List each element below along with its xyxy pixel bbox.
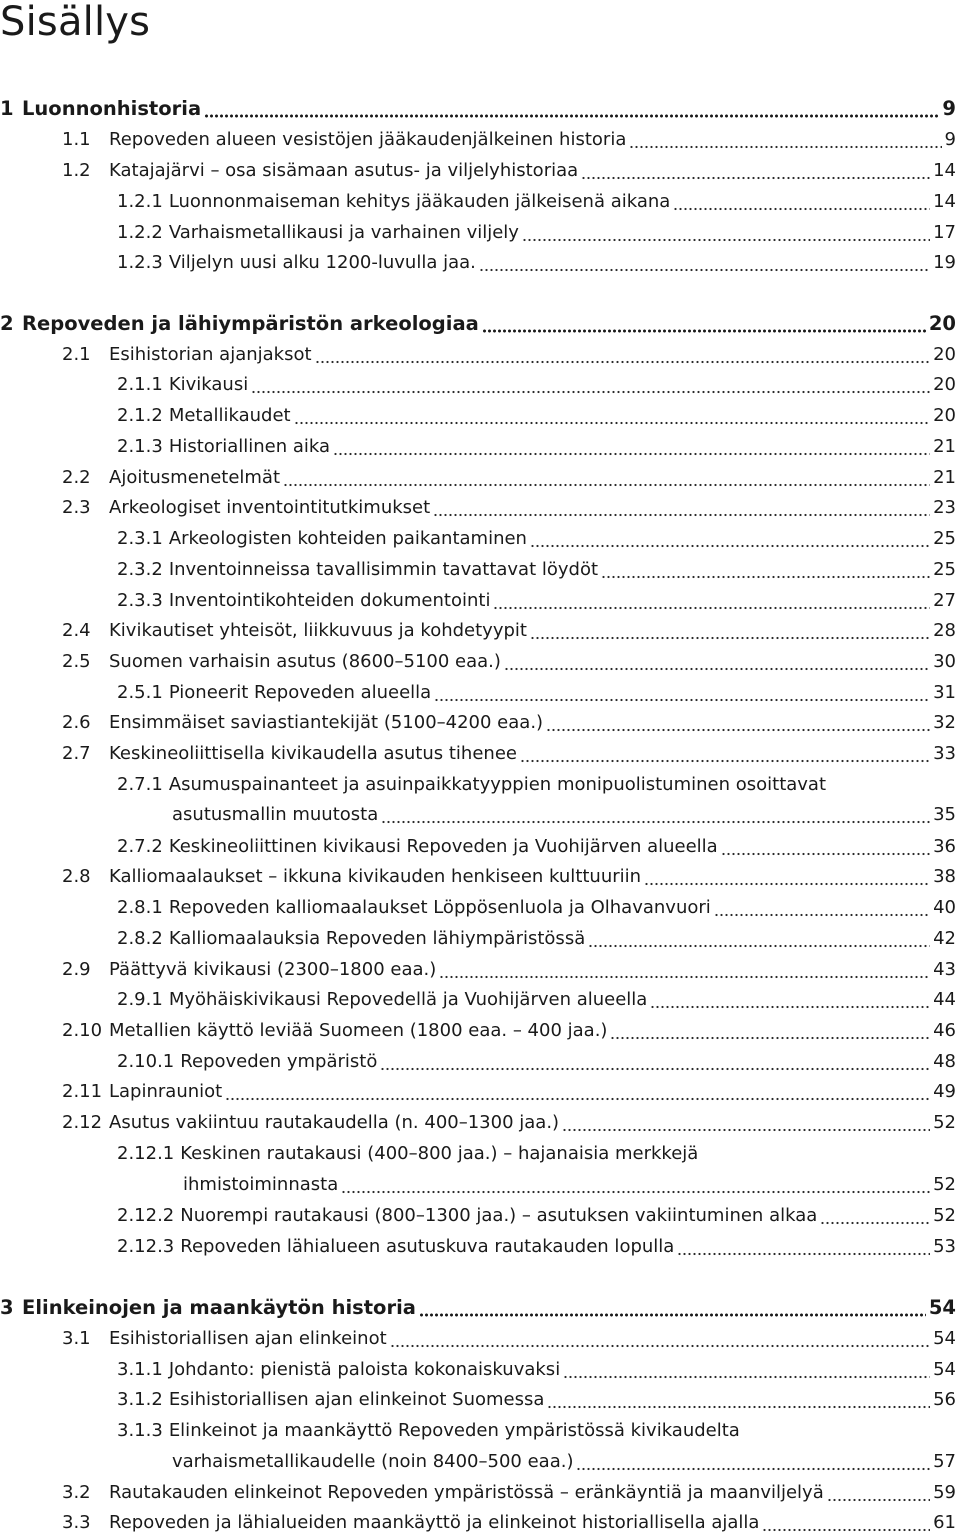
toc-page-number: 43 (933, 959, 956, 980)
toc-entry-title (0, 94, 201, 124)
toc-entry-title (62, 125, 626, 155)
toc-chapter[interactable] (0, 94, 956, 124)
toc-entry-number: 2.12 (62, 1112, 103, 1133)
toc-entry-text: Kalliomaalaukset – ikkuna kivikauden henkiseen kulttuuriin (109, 866, 642, 887)
toc-page-number: 38 (933, 866, 956, 887)
toc-page-number: 25 (933, 559, 956, 580)
toc-entry-text: Inventoinneissa tavallisimmin tavattavat löydöt (168, 559, 599, 580)
toc-entry[interactable] (117, 187, 956, 217)
toc-entry-number: 3.1.1 (117, 1359, 163, 1380)
dot-leader (576, 1447, 930, 1477)
toc-entry-text: Lapinrauniot (109, 1081, 223, 1102)
toc-entry-title (62, 616, 527, 646)
toc-entry-number: 3.1 (62, 1328, 91, 1349)
toc-page-number: 17 (933, 222, 956, 243)
toc-entry-number: 2.6 (62, 712, 91, 733)
toc-entry-title (117, 770, 826, 800)
toc-entry[interactable] (62, 616, 956, 646)
dot-leader (520, 739, 930, 769)
toc-entry-title (0, 1293, 416, 1323)
toc-page-number: 42 (933, 928, 956, 949)
toc-page-number: 48 (933, 1051, 956, 1072)
toc-entry-number: 2.9 (62, 959, 91, 980)
toc-entry-number: 2.11 (62, 1081, 103, 1102)
toc-entry-number: 3.2 (62, 1482, 91, 1503)
toc-entry-number: 2.8.2 (117, 928, 163, 949)
toc-entry-text: Ensimmäiset saviastiantekijät (5100–4200 eaa.) (109, 712, 544, 733)
toc-entry-number: 2.1.2 (117, 405, 163, 426)
dot-leader (493, 586, 930, 616)
toc-page-number: 33 (933, 743, 956, 764)
toc-page-number: 61 (933, 1512, 956, 1533)
toc-entry[interactable] (117, 248, 956, 278)
toc-entry-number: 2.5 (62, 651, 91, 672)
toc-entry[interactable] (117, 370, 956, 400)
toc-entry-text: Arkeologisten kohteiden paikantaminen (168, 528, 527, 549)
toc-entry-number: 1.2.2 (117, 222, 163, 243)
toc-entry[interactable] (117, 985, 956, 1015)
dot-leader (294, 401, 930, 431)
toc-entry-title (117, 187, 670, 217)
dot-leader (530, 616, 930, 646)
toc-entry-number: 3.3 (62, 1512, 91, 1533)
dot-leader (530, 524, 930, 554)
dot-leader (714, 893, 930, 923)
toc-entry-text: Nuorempi rautakausi (800–1300 jaa.) – asutuksen vakiintuminen alkaa (180, 1205, 818, 1226)
toc-entry-title (62, 463, 280, 493)
toc-entry-title (62, 156, 578, 186)
toc-entry-number: 2.4 (62, 620, 91, 641)
toc-entry-number: 2.12.3 (117, 1236, 175, 1257)
toc-entry[interactable] (62, 1016, 956, 1046)
toc-entry[interactable] (62, 862, 956, 892)
dot-leader (677, 1232, 930, 1262)
toc-entry[interactable] (117, 832, 956, 862)
toc-entry-number: 2.7.2 (117, 836, 163, 857)
toc-entry-title (62, 708, 543, 738)
toc-entry[interactable] (117, 1385, 956, 1415)
toc-entry-number: 2.8.1 (117, 897, 163, 918)
toc-entry-continuation[interactable] (183, 1170, 956, 1200)
toc-chapter[interactable] (0, 309, 956, 339)
toc-entry-text: Repoveden ja lähiympäristön arkeologiaa (22, 312, 479, 335)
toc-entry[interactable] (62, 647, 956, 677)
dot-leader (820, 1201, 930, 1231)
toc-entry-text: Repoveden ja lähialueiden maankäyttö ja elinkeinot historiallisella ajalla (109, 1512, 760, 1533)
toc-page-number: 20 (928, 312, 956, 335)
toc-page-number: 21 (933, 436, 956, 457)
dot-leader (390, 1324, 930, 1354)
toc-page-number: 25 (933, 528, 956, 549)
toc-entry[interactable] (62, 156, 956, 186)
toc-entry-text: Rautakauden elinkeinot Repoveden ympäristössä – eränkäyntiä ja maanviljelyä (109, 1482, 824, 1503)
toc-entry-text: Päättyvä kivikausi (2300–1800 eaa.) (109, 959, 437, 980)
toc-entry-number: 1.2.3 (117, 252, 163, 273)
dot-leader (341, 1170, 930, 1200)
toc-page-number: 35 (933, 804, 956, 825)
toc-entry-text: Arkeologiset inventointitutkimukset (109, 497, 431, 518)
toc-entry-title (117, 924, 585, 954)
toc-entry-number: 3 (0, 1296, 14, 1319)
toc-entry-text: Esihistorian ajanjaksot (109, 344, 312, 365)
toc-entry-text: varhaismetallikaudelle (noin 8400–500 eaa.) (172, 1451, 574, 1472)
dot-leader (588, 924, 930, 954)
toc-page-number: 59 (933, 1482, 956, 1503)
toc-entry-number: 2.5.1 (117, 682, 163, 703)
toc-entry-title (62, 862, 641, 892)
toc-entry[interactable] (117, 524, 956, 554)
toc-entry-title (117, 555, 598, 585)
toc-page-number: 52 (933, 1112, 956, 1133)
toc-entry-text: Keskineoliittinen kivikausi Repoveden ja Vuohijärven alueella (168, 836, 718, 857)
toc-entry-number: 1 (0, 97, 14, 120)
dot-leader (644, 862, 930, 892)
dot-leader (547, 1385, 930, 1415)
toc-entry-text: Keskineoliittisella kivikaudella asutus tihenee (109, 743, 517, 764)
toc-entry-number: 2.10 (62, 1020, 103, 1041)
toc-entry-text: Suomen varhaisin asutus (8600–5100 eaa.) (109, 651, 501, 672)
toc-entry-title (117, 985, 647, 1015)
toc-page-number: 44 (933, 989, 956, 1010)
toc-page-number: 9 (942, 97, 956, 120)
toc-entry-number: 2.12.1 (117, 1143, 175, 1164)
toc-entry-number: 2.12.2 (117, 1205, 175, 1226)
toc-entry[interactable] (117, 770, 956, 800)
toc-page-number: 53 (933, 1236, 956, 1257)
toc-entry-title (0, 309, 479, 339)
dot-leader (204, 94, 939, 124)
toc-entry[interactable] (62, 1324, 956, 1354)
dot-leader (333, 432, 930, 462)
toc-entry-number: 2 (0, 312, 14, 335)
toc-entry[interactable] (117, 218, 956, 248)
toc-entry[interactable] (117, 1416, 956, 1446)
toc-entry-number: 2.7.1 (117, 774, 163, 795)
toc-entry-number: 1.1 (62, 129, 91, 150)
toc-entry[interactable] (117, 924, 956, 954)
toc-entry-title (117, 218, 519, 248)
toc-entry-number: 3.1.3 (117, 1420, 163, 1441)
toc-entry[interactable] (62, 955, 956, 985)
toc-entry-title (117, 432, 330, 462)
toc-entry-text: Luonnonmaiseman kehitys jääkauden jälkeisenä aikana (168, 191, 671, 212)
page-title: Sisällys (0, 0, 151, 45)
toc-entry-title (62, 955, 436, 985)
toc-entry-number: 2.3.2 (117, 559, 163, 580)
toc-entry[interactable] (117, 586, 956, 616)
toc-page-number: 56 (933, 1389, 956, 1410)
dot-leader (419, 1293, 926, 1323)
toc-entry-title (62, 1077, 222, 1107)
toc-entry-text: Kalliomaalauksia Repoveden lähiympäristössä (168, 928, 586, 949)
dot-leader (629, 125, 941, 155)
dot-leader (433, 493, 930, 523)
toc-entry-title (62, 493, 430, 523)
toc-entry-title (117, 832, 718, 862)
toc-entry-number: 2.3.3 (117, 590, 163, 611)
dot-leader (283, 463, 930, 493)
toc-entry[interactable] (62, 739, 956, 769)
toc-entry[interactable] (117, 555, 956, 585)
dot-leader (827, 1478, 930, 1508)
toc-entry-title (62, 1508, 759, 1538)
toc-entry[interactable] (62, 1508, 956, 1538)
toc-page-number: 14 (933, 191, 956, 212)
toc-page-number: 32 (933, 712, 956, 733)
toc-entry-title (62, 1478, 824, 1508)
toc-entry-title (62, 1016, 607, 1046)
toc-entry-text: Luonnonhistoria (22, 97, 202, 120)
toc-entry-text: Viljelyn uusi alku 1200-luvulla jaa. (168, 252, 476, 273)
dot-leader (610, 1016, 930, 1046)
toc-entry-text: Metallien käyttö leviää Suomeen (1800 eaa. – 400 jaa.) (109, 1020, 608, 1041)
toc-entry-text: Historiallinen aika (168, 436, 331, 457)
toc-entry-number: 2.8 (62, 866, 91, 887)
toc-entry-text: Asutus vakiintuu rautakaudella (n. 400–1300 jaa.) (109, 1112, 560, 1133)
toc-entry-text: Elinkeinot ja maankäyttö Repoveden ympäristössä kivikaudelta (168, 1420, 740, 1441)
toc-entry[interactable] (117, 1355, 956, 1385)
dot-leader (439, 955, 930, 985)
toc-entry-text: Asumuspainanteet ja asuinpaikkatyyppien monipuolistuminen osoittavat (168, 774, 827, 795)
toc-entry-title (117, 370, 248, 400)
toc-entry[interactable] (62, 1108, 956, 1138)
toc-entry-text: Repoveden lähialueen asutuskuva rautakauden lopulla (180, 1236, 675, 1257)
dot-leader (380, 1047, 930, 1077)
toc-page-number: 54 (933, 1328, 956, 1349)
toc-page-number: 36 (933, 836, 956, 857)
toc-entry-number: 2.9.1 (117, 989, 163, 1010)
toc-entry-text: Inventointikohteiden dokumentointi (168, 590, 491, 611)
toc-entry-text: asutusmallin muutosta (172, 804, 379, 825)
toc-page-number: 54 (928, 1296, 956, 1319)
toc-page-number: 40 (933, 897, 956, 918)
toc-page-number: 54 (933, 1359, 956, 1380)
toc-page-number: 52 (933, 1174, 956, 1195)
toc-entry-number: 2.1 (62, 344, 91, 365)
toc-entry-title (62, 739, 517, 769)
toc-entry-title (117, 1201, 817, 1231)
toc-page-number: 31 (933, 682, 956, 703)
toc-entry-title (117, 1047, 377, 1077)
toc-page-number: 23 (933, 497, 956, 518)
dot-leader (251, 370, 930, 400)
dot-leader (673, 187, 930, 217)
toc-page-number: 19 (933, 252, 956, 273)
toc-entry[interactable] (117, 893, 956, 923)
toc-entry-title (62, 1324, 387, 1354)
toc-entry[interactable] (117, 1139, 956, 1169)
toc-entry-title (117, 1355, 560, 1385)
toc-entry-text: Esihistoriallisen ajan elinkeinot (109, 1328, 387, 1349)
toc-entry-title (117, 248, 476, 278)
dot-leader (315, 340, 931, 370)
toc-entry-title (117, 401, 291, 431)
toc-entry[interactable] (117, 1047, 956, 1077)
dot-leader (434, 678, 930, 708)
dot-leader (762, 1508, 930, 1538)
toc-entry-text: Keskinen rautakausi (400–800 jaa.) – hajanaisia merkkejä (180, 1143, 699, 1164)
toc-entry-text: Kivikautiset yhteisöt, liikkuvuus ja kohdetyypit (109, 620, 527, 641)
toc-entry-title (117, 1232, 674, 1262)
toc-entry-title (117, 678, 431, 708)
toc-entry-text: Ajoitusmenetelmät (109, 467, 281, 488)
toc-entry-text: Repoveden kalliomaalaukset Löppösenluola ja Olhavanvuori (168, 897, 711, 918)
toc-entry[interactable] (62, 463, 956, 493)
toc-page-number: 27 (933, 590, 956, 611)
toc-entry-text: Repoveden ympäristö (180, 1051, 378, 1072)
toc-entry-title (117, 1139, 698, 1169)
toc-page-number: 30 (933, 651, 956, 672)
toc-entry-number: 2.7 (62, 743, 91, 764)
toc-page-number: 46 (933, 1020, 956, 1041)
toc-page-number: 9 (944, 129, 956, 150)
toc-entry-text: Esihistoriallisen ajan elinkeinot Suomessa (168, 1389, 545, 1410)
toc-entry-number: 2.3.1 (117, 528, 163, 549)
toc-page-number: 49 (933, 1081, 956, 1102)
dot-leader (479, 248, 930, 278)
toc-entry-number: 1.2 (62, 160, 91, 181)
dot-leader (650, 985, 930, 1015)
dot-leader (522, 218, 930, 248)
toc-entry-number: 3.1.2 (117, 1389, 163, 1410)
toc-entry-text: Katajajärvi – osa sisämaan asutus- ja viljelyhistoriaa (109, 160, 579, 181)
toc-entry-text: Varhaismetallikausi ja varhainen viljely (168, 222, 519, 243)
toc-entry-number: 2.10.1 (117, 1051, 175, 1072)
toc-entry[interactable] (62, 1077, 956, 1107)
toc-entry[interactable] (62, 340, 956, 370)
toc-entry[interactable] (117, 678, 956, 708)
toc-entry[interactable] (117, 1201, 956, 1231)
toc-entry-number: 2.1.3 (117, 436, 163, 457)
toc-entry-title (117, 1385, 544, 1415)
toc-page-number: 28 (933, 620, 956, 641)
toc-entry-text: Kivikausi (168, 374, 249, 395)
dot-leader (504, 647, 930, 677)
dot-leader (581, 156, 930, 186)
dot-leader (482, 309, 926, 339)
dot-leader (562, 1108, 930, 1138)
toc-entry-number: 2.2 (62, 467, 91, 488)
toc-entry-title (117, 893, 711, 923)
toc-chapter[interactable] (0, 1293, 956, 1323)
dot-leader (546, 708, 930, 738)
toc-page-number: 52 (933, 1205, 956, 1226)
toc-entry-title (117, 1416, 740, 1446)
toc-entry-text: Johdanto: pienistä paloista kokonaiskuvaksi (168, 1359, 561, 1380)
toc-entry[interactable] (62, 708, 956, 738)
toc-page-number: 21 (933, 467, 956, 488)
toc-entry[interactable] (117, 432, 956, 462)
toc-entry-text: Metallikaudet (168, 405, 291, 426)
toc-entry-number: 2.1.1 (117, 374, 163, 395)
dot-leader (381, 800, 930, 830)
toc-entry-text: Myöhäiskivikausi Repovedellä ja Vuohijärven alueella (168, 989, 648, 1010)
dot-leader (563, 1355, 930, 1385)
toc-entry-title (62, 340, 312, 370)
toc-entry-number: 1.2.1 (117, 191, 163, 212)
toc-entry-title (117, 524, 527, 554)
dot-leader (721, 832, 930, 862)
toc-entry[interactable] (62, 1478, 956, 1508)
toc-entry-text: Pioneerit Repoveden alueella (168, 682, 432, 703)
toc-page-number: 14 (933, 160, 956, 181)
dot-leader (601, 555, 930, 585)
toc-page-number: 20 (933, 374, 956, 395)
toc-entry[interactable] (117, 401, 956, 431)
toc-entry-title (62, 647, 501, 677)
toc-entry[interactable] (62, 493, 956, 523)
toc-entry-text: Elinkeinojen ja maankäytön historia (22, 1296, 416, 1319)
toc-entry-text: Repoveden alueen vesistöjen jääkaudenjälkeinen historia (109, 129, 627, 150)
toc-entry-number: 2.3 (62, 497, 91, 518)
toc-page-number: 57 (933, 1451, 956, 1472)
toc-entry-continuation[interactable] (172, 800, 956, 830)
toc-entry[interactable] (117, 1232, 956, 1262)
dot-leader (225, 1077, 930, 1107)
toc-entry-continuation[interactable] (172, 1447, 956, 1477)
toc-entry-title (62, 1108, 559, 1138)
toc-entry-title (117, 586, 490, 616)
toc-entry[interactable] (62, 125, 956, 155)
toc-page-number: 20 (933, 405, 956, 426)
toc-entry-text: ihmistoiminnasta (183, 1174, 339, 1195)
toc-page-number: 20 (933, 344, 956, 365)
